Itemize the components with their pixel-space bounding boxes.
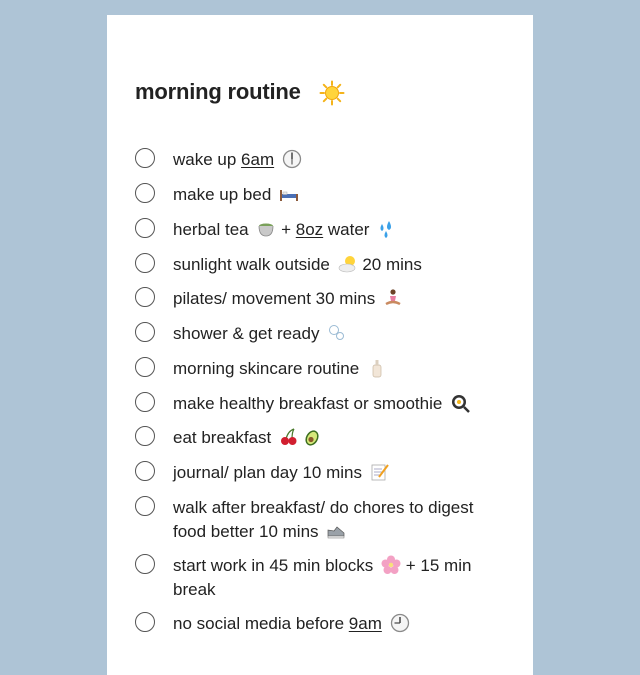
item-label: eat breakfast (173, 426, 509, 450)
checkbox[interactable] (135, 218, 155, 238)
item-label: make healthy breakfast or smoothie (173, 392, 509, 416)
clock-nine-icon (390, 613, 410, 633)
bed-icon (279, 184, 299, 204)
item-label: sunlight walk outside 20 mins (173, 255, 422, 274)
routine-card (107, 15, 533, 675)
checkbox[interactable] (135, 392, 155, 412)
yoga-icon (383, 288, 403, 308)
checkbox[interactable] (135, 253, 155, 273)
checkbox[interactable] (135, 612, 155, 632)
water-drops-icon (377, 219, 397, 239)
bubbles-icon (327, 323, 347, 343)
item-label: walk after breakfast/ do chores to digest food better 10 mins (173, 498, 474, 541)
item-label: make up bed (173, 183, 509, 207)
page-title: morning routine (135, 79, 301, 104)
lotion-icon (367, 358, 387, 378)
item-label: start work in 45 min blocks + 15 min break (173, 556, 472, 599)
checkbox[interactable] (135, 322, 155, 342)
item-label: pilates/ movement 30 mins (173, 287, 509, 311)
item-label: journal/ plan day 10 mins (173, 461, 509, 485)
memo-icon (370, 462, 390, 482)
sun-cloud-icon (338, 254, 358, 274)
item-label: shower & get ready (173, 322, 509, 346)
checkbox[interactable] (135, 461, 155, 481)
tea-icon (256, 219, 276, 239)
cherries-icon (279, 427, 299, 447)
checkbox[interactable] (135, 183, 155, 203)
blossom-icon (381, 555, 401, 575)
checkbox[interactable] (135, 554, 155, 574)
avocado-icon (302, 427, 322, 447)
checkbox[interactable] (135, 357, 155, 377)
checkbox[interactable] (135, 426, 155, 446)
sun-icon (319, 80, 345, 106)
pan-egg-icon (450, 393, 470, 413)
item-label: morning skincare routine (173, 357, 509, 381)
checkbox[interactable] (135, 287, 155, 307)
item-label: no social media before 9am (173, 612, 509, 636)
checkbox[interactable] (135, 148, 155, 168)
item-label: herbal tea + 8oz water (173, 218, 509, 242)
item-label: wake up 6am (173, 148, 509, 172)
checkbox[interactable] (135, 496, 155, 516)
clock-icon (282, 149, 302, 169)
sneaker-icon (326, 521, 346, 541)
